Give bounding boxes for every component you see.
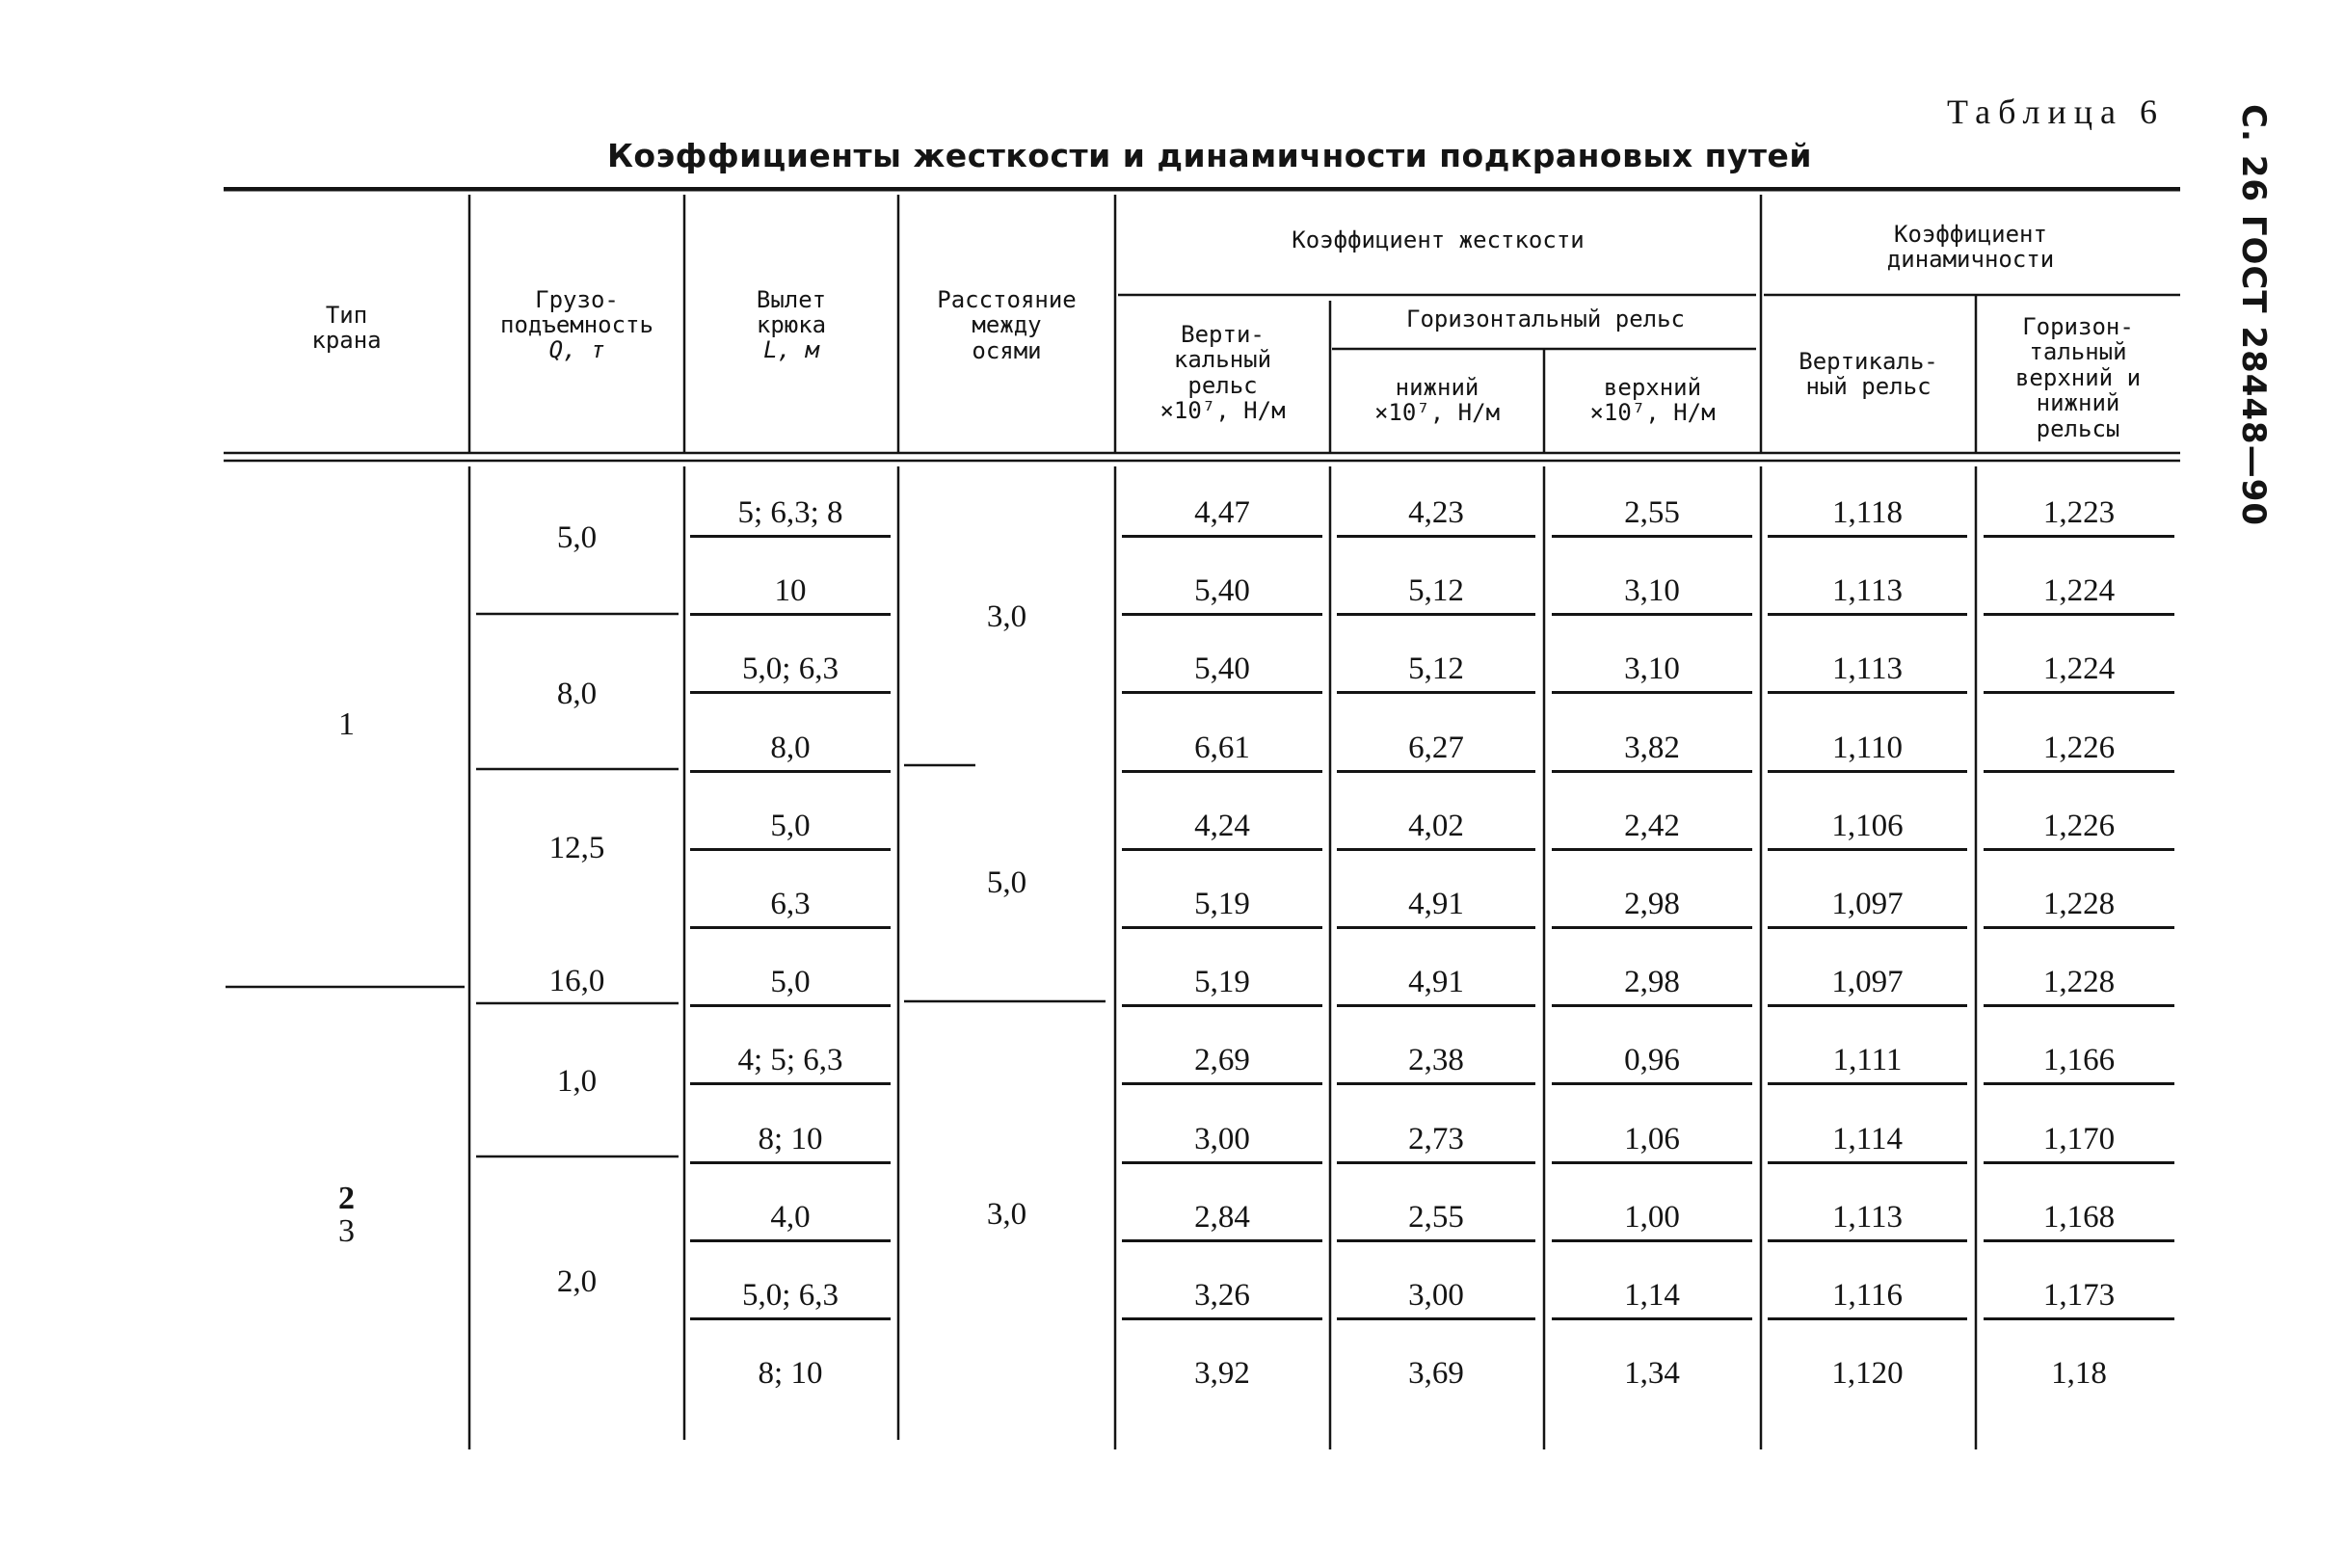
reach-cell: 6,3 <box>690 889 891 929</box>
stiffness-lower-cell: 3,00 <box>1337 1280 1535 1320</box>
dynamic-vertical-cell: 1,111 <box>1768 1045 1967 1085</box>
capacity-cell: 2,0 <box>556 1264 598 1299</box>
dynamic-vertical-cell: 1,114 <box>1768 1124 1967 1164</box>
stiffness-vertical-cell: 5,19 <box>1122 889 1322 929</box>
header-dynamic: Коэффициент динамичности <box>1886 221 2055 274</box>
stiffness-upper-cell: 0,96 <box>1552 1045 1752 1085</box>
header-dynamic-horizontal: Горизон- тальный верхний и нижний рельсы <box>2014 313 2142 442</box>
dynamic-vertical-cell: 1,097 <box>1768 889 1967 929</box>
stiffness-vertical-cell: 4,47 <box>1122 497 1322 538</box>
stiffness-vertical-cell: 4,24 <box>1122 811 1322 851</box>
dynamic-horizontal-cell: 1,170 <box>1984 1124 2174 1164</box>
stiffness-upper-cell: 2,55 <box>1552 497 1752 538</box>
header-capacity-unit: Q, т <box>548 336 605 363</box>
stiffness-vertical-cell: 5,40 <box>1122 575 1322 616</box>
axis-distance-cell: 5,0 <box>986 865 1027 900</box>
stiffness-vertical-cell: 3,00 <box>1122 1124 1322 1164</box>
dynamic-horizontal-cell: 1,226 <box>1984 811 2174 851</box>
stiffness-lower-cell: 4,91 <box>1337 967 1535 1007</box>
table-caption: Коэффициенты жесткости и динамичности подкрановых путей <box>606 137 1813 174</box>
dynamic-vertical-cell: 1,113 <box>1768 1202 1967 1242</box>
stiffness-upper-cell: 3,10 <box>1552 575 1752 616</box>
dynamic-horizontal-cell: 1,224 <box>1984 653 2174 694</box>
stiffness-lower-cell: 4,23 <box>1337 497 1535 538</box>
header-stiffness-upper: верхний ×10⁷, Н/м <box>1589 374 1716 427</box>
reach-cell: 8; 10 <box>758 1356 823 1392</box>
dynamic-horizontal-cell: 1,166 <box>1984 1045 2174 1085</box>
stiffness-lower-cell: 2,55 <box>1337 1202 1535 1242</box>
capacity-cell: 16,0 <box>548 964 605 998</box>
dynamic-vertical-cell: 1,113 <box>1768 575 1967 616</box>
reach-cell: 10 <box>690 575 891 616</box>
reach-cell: 5,0 <box>690 967 891 1007</box>
reach-cell: 5,0 <box>690 811 891 851</box>
stiffness-lower-cell: 3,69 <box>1408 1356 1464 1392</box>
stiffness-upper-cell: 1,06 <box>1552 1124 1752 1164</box>
dynamic-vertical-cell: 1,097 <box>1768 967 1967 1007</box>
stiffness-vertical-cell: 5,40 <box>1122 653 1322 694</box>
dynamic-vertical-cell: 1,110 <box>1768 732 1967 773</box>
dynamic-vertical-cell: 1,113 <box>1768 653 1967 694</box>
stiffness-lower-cell: 4,91 <box>1337 889 1535 929</box>
header-dynamic-vertical: Вертикаль- ный рельс <box>1799 348 1938 401</box>
stiffness-vertical-cell: 3,26 <box>1122 1280 1322 1320</box>
axis-distance-cell: 3,0 <box>986 599 1027 634</box>
dynamic-horizontal-cell: 1,18 <box>2051 1356 2107 1392</box>
header-crane-type: Тип крана <box>311 302 382 355</box>
stiffness-lower-cell: 4,02 <box>1337 811 1535 851</box>
crane-type-cell: 3 <box>338 1213 355 1249</box>
stiffness-upper-cell: 2,98 <box>1552 889 1752 929</box>
dynamic-vertical-cell: 1,120 <box>1831 1356 1904 1392</box>
dynamic-horizontal-cell: 1,168 <box>1984 1202 2174 1242</box>
reach-cell: 4,0 <box>690 1202 891 1242</box>
dynamic-vertical-cell: 1,116 <box>1768 1280 1967 1320</box>
dynamic-horizontal-cell: 1,228 <box>1984 967 2174 1007</box>
stiffness-upper-cell: 1,00 <box>1552 1202 1752 1242</box>
dynamic-horizontal-cell: 1,224 <box>1984 575 2174 616</box>
stiffness-upper-cell: 3,82 <box>1552 732 1752 773</box>
stiffness-vertical-cell: 5,19 <box>1122 967 1322 1007</box>
stiffness-lower-cell: 2,73 <box>1337 1124 1535 1164</box>
stiffness-lower-cell: 5,12 <box>1337 653 1535 694</box>
reach-cell: 8; 10 <box>690 1124 891 1164</box>
stiffness-upper-cell: 2,42 <box>1552 811 1752 851</box>
reach-cell: 5,0; 6,3 <box>690 653 891 694</box>
reach-cell: 8,0 <box>690 732 891 773</box>
stiffness-upper-cell: 3,10 <box>1552 653 1752 694</box>
stiffness-vertical-cell: 2,84 <box>1122 1202 1322 1242</box>
stiffness-lower-cell: 6,27 <box>1337 732 1535 773</box>
dynamic-horizontal-cell: 1,223 <box>1984 497 2174 538</box>
dynamic-horizontal-cell: 1,226 <box>1984 732 2174 773</box>
stiffness-vertical-cell: 6,61 <box>1122 732 1322 773</box>
stiffness-lower-cell: 5,12 <box>1337 575 1535 616</box>
dynamic-horizontal-cell: 1,173 <box>1984 1280 2174 1320</box>
reach-cell: 5; 6,3; 8 <box>690 497 891 538</box>
capacity-cell: 1,0 <box>556 1064 598 1099</box>
dynamic-horizontal-cell: 1,228 <box>1984 889 2174 929</box>
dynamic-vertical-cell: 1,106 <box>1768 811 1967 851</box>
stiffness-lower-cell: 2,38 <box>1337 1045 1535 1085</box>
header-stiffness-vertical: Верти- кальный рельс ×10⁷, Н/м <box>1159 321 1286 425</box>
axis-distance-cell: 3,0 <box>986 1197 1027 1232</box>
dynamic-vertical-cell: 1,118 <box>1768 497 1967 538</box>
crane-type-cell: 1 <box>338 706 355 742</box>
table-number-label: Таблица 6 <box>1947 93 2165 131</box>
header-reach: Вылет крюка <box>756 286 827 339</box>
capacity-cell: 8,0 <box>556 677 598 711</box>
header-axis-distance: Расстояние между осями <box>937 286 1077 364</box>
reach-cell: 4; 5; 6,3 <box>690 1045 891 1085</box>
capacity-cell: 5,0 <box>556 520 598 555</box>
stiffness-vertical-cell: 3,92 <box>1194 1356 1250 1392</box>
header-reach-unit: L, м <box>763 336 819 363</box>
header-capacity: Грузо- подъемность <box>500 286 653 339</box>
header-stiffness: Коэффициент жесткости <box>1292 226 1585 253</box>
header-stiffness-horizontal: Горизонтальный рельс <box>1406 306 1685 332</box>
stiffness-upper-cell: 1,14 <box>1552 1280 1752 1320</box>
crane-type-cell: 2 <box>338 1181 355 1216</box>
stiffness-table <box>224 187 2180 1449</box>
stiffness-upper-cell: 1,34 <box>1624 1356 1680 1392</box>
capacity-cell: 12,5 <box>548 831 605 865</box>
stiffness-vertical-cell: 2,69 <box>1122 1045 1322 1085</box>
stiffness-upper-cell: 2,98 <box>1552 967 1752 1007</box>
header-stiffness-lower: нижний ×10⁷, Н/м <box>1373 374 1501 427</box>
reach-cell: 5,0; 6,3 <box>690 1280 891 1320</box>
page-header-side: С. 26 ГОСТ 28448—90 <box>2234 104 2273 527</box>
